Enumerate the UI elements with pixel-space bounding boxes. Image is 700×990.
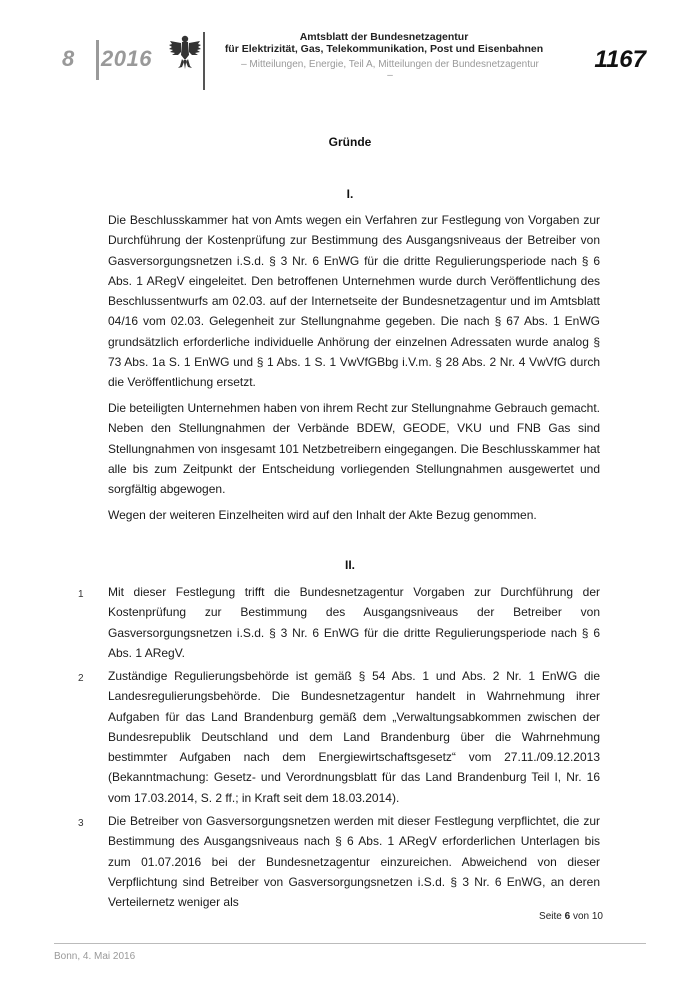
numbered-paragraph: Zuständige Regulierungsbehörde ist gemäß § 54 Abs. 1 und Abs. 2 Nr. 1 EnWG die Landesregulierungsbehörde. Die Bundesnetzagentur handelt in Wahrnehmung ihrer Aufgaben für das Land Brandenburg gemäß dem „Verwaltungsabkommen zwischen der Bundesrepublik Deutschland und dem Land Brandenburg über die Wahrnehmung bestimmter Aufgaben nach dem Energiewirtschaftsgesetz“ vom 27.11./09.12.2013 (Bekanntmachung: Gesetz- und Verordnungsblatt für das Land Brandenburg Teil I, Nr. 16 vom 17.03.2014, S. 2 ff.; in Kraft seit dem 18.03.2014). <box>108 669 600 805</box>
issue-year: 2016 <box>101 46 152 71</box>
section-1-paragraph: Die Beschlusskammer hat von Amts wegen ein Verfahren zur Festlegung von Vorgaben zur Durchführung der Kostenprüfung zur Bestimmung des Ausgangsniveaus der Betreiber von Gasversorgungsnetzen i.S.d. § 3 Nr. 6 EnWG für die dritte Regulierungsperiode nach § 6 Abs. 1 ARegV eingeleitet. Den betroffenen Unternehmen wurde durch Veröffentlichung des Beschlussentwurfs am 02.03. auf der Internetseite der Bundesnetzagentur und im Amtsblatt 04/16 vom 02.03. Gelegenheit zur Stellungnahme gegeben. Die nach § 67 Abs. 1 EnWG grundsätzlich erforderliche individuelle Anhörung der einzelnen Adressaten wurde analog § 73 Abs. 1a S. 1 EnWG und § 1 Abs. 1 S. 1 VwVfGBbg i.V.m. § 28 Abs. 2 Nr. 4 VwVfG durch die Veröffentlichung ersetzt. <box>108 213 600 390</box>
numbered-paragraph: Die Betreiber von Gasversorgungsnetzen werden mit dieser Festlegung verpflichtet, die zur Bestimmung des Ausgangsniveaus nach § 6 Abs. 1 ARegV erforderlichen Unterlagen bis zum 01.07.2016 bei der Bundesnetzagentur einzureichen. Abweichend von dieser Verpflichtung sind Betreiber von Gasversorgungsnetzen i.S.d. § 3 Nr. 6 EnWG, an deren Verteilernetz weniger als <box>108 814 600 910</box>
gazette-title <box>214 31 554 55</box>
section-1-title: I. <box>346 187 354 201</box>
federal-eagle-logo <box>168 33 202 71</box>
document-heading: Gründe <box>328 135 372 149</box>
issue-divider <box>96 40 99 80</box>
page-counter-current: 6 <box>564 911 571 922</box>
footer-divider <box>54 943 646 944</box>
gazette-title-line2: für Elektrizität, Gas, Telekommunikation, Post und Eisenbahnen <box>224 43 544 55</box>
issue-number: 8 <box>62 46 75 71</box>
paragraph-number: 2 <box>78 673 84 684</box>
page-counter-mid: von <box>572 911 590 922</box>
paragraph-number: 1 <box>78 589 84 600</box>
gazette-subtitle: – Mitteilungen, Energie, Teil A, Mitteilungen der Bundesnetzagentur – <box>241 59 539 81</box>
page-counter <box>539 911 603 922</box>
logo-divider <box>203 32 205 90</box>
section-2-title: II. <box>344 558 355 572</box>
section-1-paragraph: Die beteiligten Unternehmen haben von ihrem Recht zur Stellungnahme Gebrauch gemacht. Neben den Stellungnahmen der Verbände BDEW, GEODE, VKU und FNB Gas sind Stellungnahmen von insgesamt 101 Netzbetreibern eingegangen. Die Beschlusskammer hat alle bis zum Zeitpunkt der Entscheidung vorliegenden Stellungnahmen ausgewertet und sorgfältig abgewogen. <box>108 401 600 497</box>
gazette-title-line1: Amtsblatt der Bundesnetzagentur <box>299 31 469 43</box>
numbered-paragraph: Mit dieser Festlegung trifft die Bundesnetzagentur Vorgaben zur Durchführung der Kostenprüfung zur Bestimmung des Ausgangsniveaus der Betreiber von Gasversorgungsnetzen i.S.d. § 3 Nr. 6 EnWG für die dritte Regulierungsperiode nach § 6 Abs. 1 ARegV. <box>108 585 600 660</box>
page-counter-prefix: Seite <box>539 911 562 922</box>
section-1-paragraph: Wegen der weiteren Einzelheiten wird auf den Inhalt der Akte Bezug genommen. <box>108 508 537 522</box>
footer-place-date: Bonn, 4. Mai 2016 <box>54 951 136 962</box>
paragraph-number: 3 <box>78 818 84 829</box>
page-counter-total: 10 <box>591 911 603 922</box>
gazette-page-number: 1167 <box>594 46 646 73</box>
